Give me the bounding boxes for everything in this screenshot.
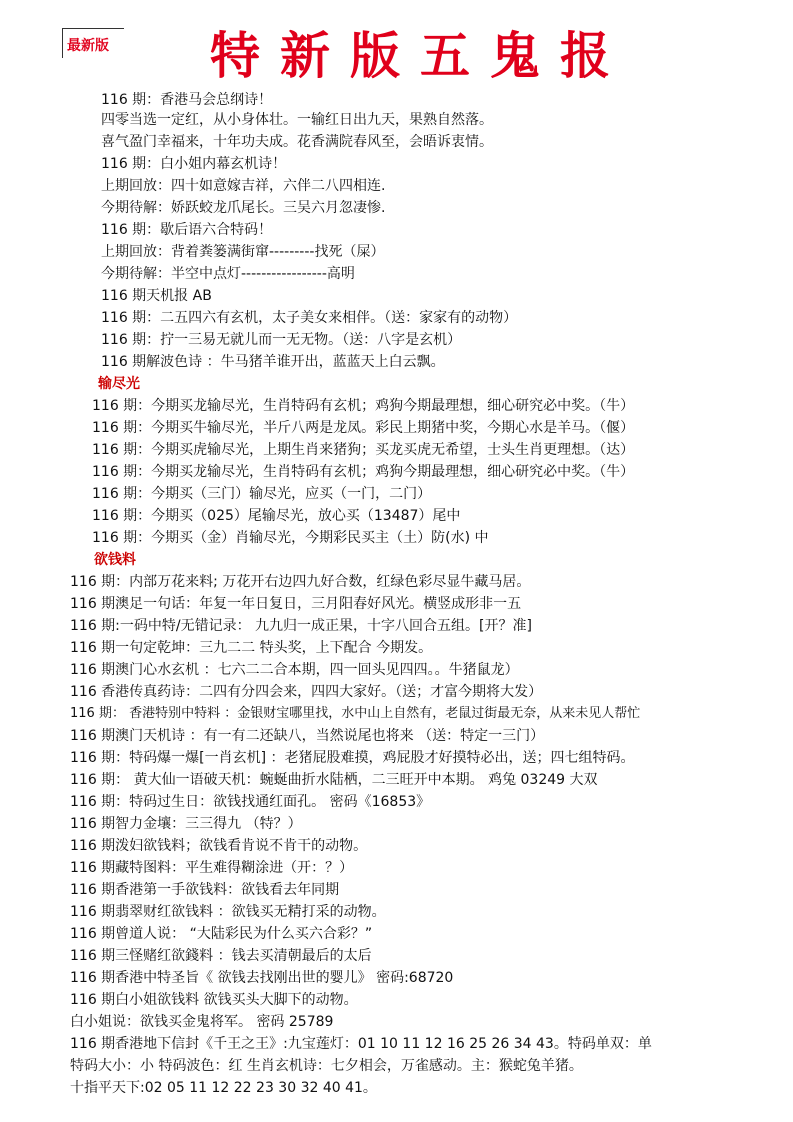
text-line: 116 期藏特图料：平生难得糊涂进（开：？） xyxy=(70,860,354,876)
text-line: 116 期白小姐欲钱料 欲钱买头大脚下的动物。 xyxy=(70,992,358,1008)
text-line: 116 期泼妇欲钱料；欲钱看肯说不肯干的动物。 xyxy=(70,838,368,854)
text-line: 116 期：今期买（025）尾输尽光，放心买（13487）尾中 xyxy=(92,508,461,524)
text-line: 116 期曾道人说： “大陆彩民为什么买六合彩？” xyxy=(70,926,373,942)
page-title: 特新版五鬼报 xyxy=(210,26,630,85)
text-line: 116 期智力金壤：三三得九 （特？） xyxy=(70,816,302,832)
text-line: 116 期：今期买（金）肖输尽光，今期彩民买主（土）防(水) 中 xyxy=(92,530,489,546)
text-line: 116 期：今期买龙输尽光，生肖特码有玄机；鸡狗今期最理想，细心研究必中奖。（牛） xyxy=(92,398,635,414)
text-line: 116 期： 黄大仙一语破天机：蜿蜒曲折水陆栖，二三旺开中本期。 鸡兔 03249 大双 xyxy=(70,772,598,788)
text-line: 116 期香港中特圣旨《 欲钱去找刚出世的婴儿》 密码:68720 xyxy=(70,970,454,986)
text-line: 白小姐说：欲钱买金鬼将军。 密码 25789 xyxy=(70,1014,334,1030)
text-line: 116 期：特码爆一爆[一肖玄机] ：老猪屁股难摸，鸡屁股才好摸特必出，送；四七组特码。 xyxy=(70,750,635,766)
text-line: 116 期：内部万花来料; 万花开右边四九好合数，红绿色彩尽显牛藏马居。 xyxy=(70,574,531,590)
text-line: 116 期：香港马会总纲诗！ xyxy=(101,92,273,108)
text-line: 喜气盈门幸福来，十年功夫成。花香满院春风至，会晤诉衷情。 xyxy=(101,134,493,150)
text-line: 116 期：今期买（三门）输尽光，应买（一门，二门） xyxy=(92,486,432,502)
text-line: 116 期：白小姐内幕玄机诗！ xyxy=(101,156,287,172)
text-line: 116 期：歇后语六合特码！ xyxy=(101,222,273,238)
text-line: 上期回放：背着粪篓满街窜---------找死（屎） xyxy=(101,244,385,260)
text-line: 116 期翡翠财红欲钱料 ：欲钱买无精打采的动物。 xyxy=(70,904,386,920)
text-line: 116 期：今期买龙输尽光，生肖特码有玄机；鸡狗今期最理想，细心研究必中奖。（牛） xyxy=(92,464,635,480)
section-heading-shu-jin-guang: 输尽光 xyxy=(98,376,140,392)
text-line: 116 期：拧一三易无就儿而一无无物。（送：八字是玄机） xyxy=(101,332,462,348)
text-line: 116 期解波色诗 ：牛马猪羊谁开出，蓝蓝天上白云飘。 xyxy=(101,354,445,370)
text-line: 116 期一句定乾坤：三九二二 特头奖，上下配合 今期发。 xyxy=(70,640,433,656)
text-line: 十指平天下:02 05 11 12 22 23 30 32 40 41。 xyxy=(70,1080,377,1096)
text-line: 上期回放：四十如意嫁吉祥，六伴二八四相连. xyxy=(101,178,386,194)
text-line: 今期待解：娇跃蛟龙爪尾长。三吴六月忽凄惨. xyxy=(101,200,386,216)
text-line: 116 期澳足一句话：年复一年日复日，三月阳春好风光。横竖成形非一五 xyxy=(70,596,522,612)
text-line: 116 期澳门天机诗 ：有一有二还缺八，当然说尾也将来 （送：特定一三门） xyxy=(70,728,545,744)
text-line: 116 期香港地下信封《千王之王》:九宝莲灯：01 10 11 12 16 25 26 34 43。特码单双：单 xyxy=(70,1036,652,1052)
text-line: 今期待解：半空中点灯-----------------高明 xyxy=(101,266,355,282)
text-line: 116 期：二五四六有玄机，太子美女来相伴。（送：家家有的动物） xyxy=(101,310,518,326)
text-line: 116 期三怪赌红欲錢料 ：钱去买清朝最后的太后 xyxy=(70,948,372,964)
text-line: 116 期：今期买虎输尽光，上期生肖来猪狗；买龙买虎无希望，士头生肖更理想。（达） xyxy=(92,442,635,458)
text-line: 116 期天机报 AB xyxy=(101,288,212,304)
text-line: 116 期香港第一手欲钱料：欲钱看去年同期 xyxy=(70,882,340,898)
section-heading-yu-qian-liao: 欲钱料 xyxy=(94,552,136,568)
text-line: 四零当选一定红，从小身体壮。一输红日出九天，果熟自然落。 xyxy=(101,112,493,128)
text-line: 116 期：今期买牛输尽光，半斤八两是龙凤。彩民上期猪中奖，今期心水是羊马。（偃） xyxy=(92,420,635,436)
text-line: 116 期:一码中特/无错记录： 九九归一成正果，十字八回合五组。[开？准] xyxy=(70,618,532,634)
text-line: 特码大小：小 特码波色：红 生肖玄机诗：七夕相会，万雀感动。主：猴蛇兔羊猪。 xyxy=(70,1058,583,1074)
text-line: 116 香港传真药诗：二四有分四会来，四四大家好。（送；才富今期将大发） xyxy=(70,684,543,700)
text-line: 116 期： 香港特别中特料 ：金银财宝哪里找，水中山上自然有，老鼠过街最无奈，从来未见人帮忙 xyxy=(70,706,641,721)
text-line: 116 期澳门心水玄机 ：七六二二合本期，四一回头见四四。。牛猪鼠龙） xyxy=(70,662,519,678)
edition-badge: 最新版 xyxy=(62,28,124,58)
text-line: 116 期：特码过生日：欲钱找通红面孔。 密码《16853》 xyxy=(70,794,431,810)
